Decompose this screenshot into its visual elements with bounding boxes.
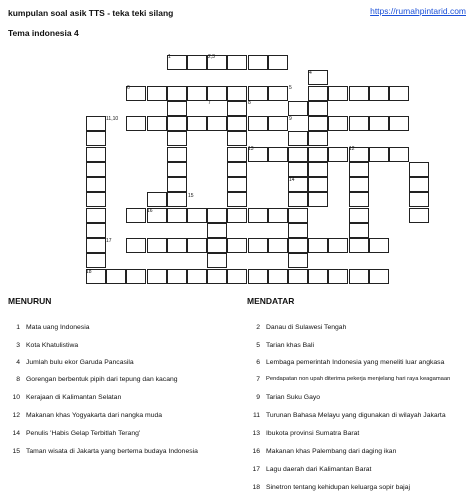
grid-cell[interactable] [86,177,106,192]
clue-text: Lagu daerah dari Kalimantan Barat [266,466,372,473]
grid-cell[interactable] [288,253,308,268]
grid-cell[interactable] [409,192,429,207]
grid-cell[interactable] [187,269,207,284]
grid-cell[interactable] [308,177,328,192]
grid-cell[interactable] [268,55,288,70]
clue-text: Kota Khatulistiwa [26,342,79,349]
grid-cell[interactable] [328,86,348,101]
grid-number: 9 [289,116,292,122]
grid-cell[interactable] [308,162,328,177]
clue-text: Penulis 'Habis Gelap Terbitlah Terang' [26,430,141,437]
clue-number: 2 [256,324,260,331]
grid-cell[interactable] [268,86,288,101]
grid-cell[interactable] [369,269,389,284]
grid-cell[interactable] [227,86,247,101]
grid-cell[interactable] [167,208,187,223]
grid-cell[interactable] [86,116,106,131]
grid-cell[interactable] [389,116,409,131]
grid-cell[interactable] [86,238,106,253]
grid-cell[interactable] [167,116,187,131]
clue-number: 1 [16,324,20,331]
grid-cell[interactable] [187,55,207,70]
grid-cell[interactable] [268,238,288,253]
clue-number: 11 [252,412,260,419]
grid-cell[interactable] [288,131,308,146]
grid-cell[interactable] [187,238,207,253]
grid-number: 8 [248,100,251,106]
grid-number: 16 [147,208,153,214]
grid-number: 14 [289,177,295,183]
clue-number: 18 [252,484,260,491]
clue-text: Makanan khas Yogyakarta dari nangka muda [26,412,163,419]
site-link[interactable]: https://rumahpintarid.com [370,6,466,16]
clue-text: Tarian Suku Gayo [266,394,321,401]
grid-number: 6 [127,85,130,91]
grid-cell[interactable] [308,238,328,253]
grid-number: 17 [106,238,112,244]
clue-text: Taman wisata di Jakarta yang bertema budaya Indonesia [26,448,198,455]
grid-cell[interactable] [227,55,247,70]
clue-text: Ibukota provinsi Sumatra Barat [266,430,360,437]
grid-cell[interactable] [409,208,429,223]
grid-cell[interactable] [227,131,247,146]
grid-cell[interactable] [288,269,308,284]
grid-cell[interactable] [268,116,288,131]
grid-cell[interactable] [308,86,328,101]
grid-cell[interactable] [328,147,348,162]
theme-subtitle: Tema indonesia 4 [8,28,79,38]
clue-text: Jumlah bulu ekor Garuda Pancasila [26,359,134,366]
grid-number: 7 [208,100,211,106]
grid-cell[interactable] [147,238,167,253]
grid-cell[interactable] [167,131,187,146]
grid-cell[interactable] [126,238,146,253]
grid-cell[interactable] [167,177,187,192]
grid-cell[interactable] [86,162,106,177]
grid-cell[interactable] [389,147,409,162]
grid-cell[interactable] [349,269,369,284]
grid-cell[interactable] [308,131,328,146]
grid-cell[interactable] [248,269,268,284]
grid-cell[interactable] [248,55,268,70]
grid-cell[interactable] [227,238,247,253]
clue-number: 6 [256,359,260,366]
clue-text: Lembaga pemerintah Indonesia yang meneliti luar angkasa [266,359,445,366]
grid-cell[interactable] [288,238,308,253]
grid-cell[interactable] [288,192,308,207]
across-heading: MENDATAR [247,296,295,306]
grid-cell[interactable] [227,208,247,223]
grid-cell[interactable] [409,162,429,177]
clue-number: 16 [252,448,260,455]
grid-cell[interactable] [167,101,187,116]
clue-number: 5 [256,342,260,349]
clue-text: Gorengan berbentuk pipih dari tepung dan kacang [26,376,178,383]
clue-text: Mata uang Indonesia [26,324,90,331]
clue-text: Sinetron tentang kehidupan keluarga sopir bajaj [266,484,410,491]
grid-cell[interactable] [86,192,106,207]
grid-cell[interactable] [369,86,389,101]
grid-cell[interactable] [207,208,227,223]
grid-cell[interactable] [86,147,106,162]
clue-text: Danau di Sulawesi Tengah [266,324,347,331]
clue-number: 9 [256,394,260,401]
grid-number: 11,10 [106,116,119,122]
grid-cell[interactable] [369,116,389,131]
grid-cell[interactable] [126,208,146,223]
clue-number: 3 [16,342,20,349]
grid-cell[interactable] [147,269,167,284]
grid-cell[interactable] [167,269,187,284]
grid-cell[interactable] [227,116,247,131]
grid-cell[interactable] [126,269,146,284]
clue-number: 17 [252,466,260,473]
grid-cell[interactable] [349,208,369,223]
down-heading: MENURUN [8,296,52,306]
grid-number: 4 [309,70,312,76]
grid-cell[interactable] [106,269,126,284]
clue-text: Tarian khas Bali [266,342,314,349]
grid-cell[interactable] [86,253,106,268]
grid-cell[interactable] [207,86,227,101]
grid-cell[interactable] [167,192,187,207]
grid-cell[interactable] [187,86,207,101]
grid-cell[interactable] [308,147,328,162]
grid-cell[interactable] [349,162,369,177]
grid-cell[interactable] [207,269,227,284]
grid-cell[interactable] [167,147,187,162]
grid-cell[interactable] [207,253,227,268]
grid-cell[interactable] [369,238,389,253]
grid-cell[interactable] [207,238,227,253]
grid-cell[interactable] [227,269,247,284]
grid-cell[interactable] [369,147,389,162]
grid-cell[interactable] [268,147,288,162]
clue-text: Turunan Bahasa Melayu yang digunakan di wilayah Jakarta [266,412,446,419]
clue-number: 15 [12,448,20,455]
grid-cell[interactable] [147,116,167,131]
grid-cell[interactable] [126,116,146,131]
grid-cell[interactable] [86,131,106,146]
grid-cell[interactable] [268,269,288,284]
grid-cell[interactable] [288,208,308,223]
clue-number: 13 [252,430,260,437]
grid-cell[interactable] [227,177,247,192]
grid-cell[interactable] [167,162,187,177]
grid-cell[interactable] [288,101,308,116]
grid-cell[interactable] [328,116,348,131]
clue-number: 7 [256,376,260,383]
grid-cell[interactable] [248,116,268,131]
grid-cell[interactable] [349,192,369,207]
clue-number: 8 [16,376,20,383]
grid-cell[interactable] [389,86,409,101]
grid-cell[interactable] [207,116,227,131]
clue-text: Makanan khas Palembang dari daging ikan [266,448,397,455]
clue-number: 14 [12,430,20,437]
grid-cell[interactable] [288,223,308,238]
clue-text: Pendapatan non upah diterima pekerja menjelang hari raya keagamaan [266,376,451,382]
grid-cell[interactable] [328,269,348,284]
grid-cell[interactable] [308,269,328,284]
clue-number: 10 [12,394,20,401]
grid-cell[interactable] [167,238,187,253]
grid-cell[interactable] [227,192,247,207]
grid-number: 1 [168,54,171,60]
grid-cell[interactable] [248,208,268,223]
grid-number: 13 [248,146,254,152]
grid-cell[interactable] [207,223,227,238]
grid-cell[interactable] [268,208,288,223]
grid-cell[interactable] [349,116,369,131]
grid-number: 12 [349,146,355,152]
grid-cell[interactable] [288,162,308,177]
grid-cell[interactable] [349,177,369,192]
grid-cell[interactable] [86,208,106,223]
grid-number: 5 [289,85,292,91]
grid-cell[interactable] [409,177,429,192]
grid-cell[interactable] [227,101,247,116]
grid-cell[interactable] [227,162,247,177]
grid-cell[interactable] [86,223,106,238]
grid-number: 2,3 [208,54,215,60]
clue-number: 12 [12,412,20,419]
grid-cell[interactable] [308,192,328,207]
grid-cell[interactable] [248,238,268,253]
grid-cell[interactable] [308,101,328,116]
page-title: kumpulan soal asik TTS - teka teki silang [8,8,174,18]
grid-cell[interactable] [227,147,247,162]
grid-number: 15 [188,193,194,199]
grid-number: 18 [86,269,92,275]
grid-cell[interactable] [167,86,187,101]
grid-cell[interactable] [288,147,308,162]
grid-cell[interactable] [349,223,369,238]
grid-cell[interactable] [187,116,207,131]
grid-cell[interactable] [147,192,167,207]
grid-cell[interactable] [248,86,268,101]
grid-cell[interactable] [308,116,328,131]
grid-cell[interactable] [349,238,369,253]
clue-number: 4 [16,359,20,366]
grid-cell[interactable] [147,86,167,101]
grid-cell[interactable] [349,86,369,101]
clue-text: Kerajaan di Kalimantan Selatan [26,394,122,401]
grid-cell[interactable] [328,238,348,253]
grid-cell[interactable] [187,208,207,223]
